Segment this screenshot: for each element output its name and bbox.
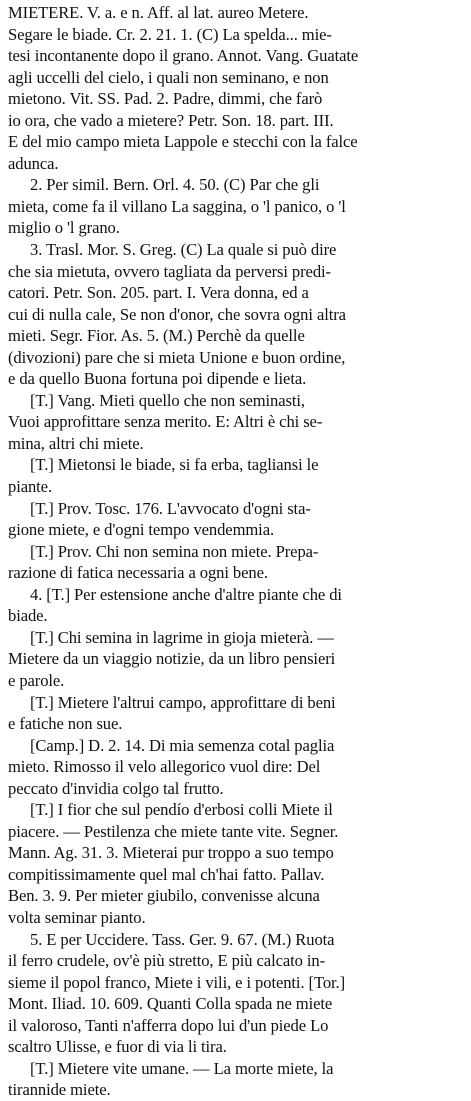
text-line: mietono. Vit. SS. Pad. 2. Padre, dimmi, che farò bbox=[8, 89, 323, 109]
paragraph-sense-3-t4 bbox=[8, 541, 465, 584]
text-line: [T.] I fior che sul pendío d'erbosi colli Miete il bbox=[30, 800, 333, 820]
text-line: MIETERE. V. a. e n. Aff. al lat. aureo Metere. bbox=[8, 3, 309, 22]
text-line: Ben. 3. 9. Per mieter giubilo, convenisse alcuna bbox=[8, 886, 320, 906]
text-line: 4. [T.] Per estensione anche d'altre piante che di bbox=[30, 584, 342, 604]
text-line: piacere. — Pestilenza che miete tante vite. Segner. bbox=[8, 821, 339, 841]
text-line: [T.] Prov. Chi non semina non miete. Prepa- bbox=[30, 541, 319, 561]
text-line: il valoroso, Tanti n'afferra dopo lui d'un piede Lo bbox=[8, 1015, 329, 1035]
text-line: [Camp.] D. 2. 14. Di mia semenza cotal paglia bbox=[30, 735, 335, 755]
text-line: scaltro Ulisse, e fuor di via li tira. bbox=[8, 1037, 227, 1057]
text-line: [T.] Chi semina in lagrime in gioja mieterà. — bbox=[30, 627, 334, 647]
text-line: [T.] Mietonsi le biade, si fa erba, tagliansi le bbox=[30, 455, 319, 475]
text-line: tesi incontanente dopo il grano. Annot. Vang. Guatate bbox=[8, 46, 359, 66]
text-line: io ora, che vado a mietere? Petr. Son. 18. part. III. bbox=[8, 110, 334, 130]
text-line: adunca. bbox=[8, 153, 59, 173]
text-line: razione di fatica necessaria a ogni bene. bbox=[8, 563, 268, 583]
text-line: 2. Per simil. Bern. Orl. 4. 50. (C) Par che gli bbox=[30, 175, 320, 195]
text-line: [T.] Vang. Mieti quello che non seminasti, bbox=[30, 390, 305, 410]
text-line: mieto. Rimosso il velo allegorico vuol dire: Del bbox=[8, 757, 321, 777]
text-line: (divozioni) pare che si mieta Unione e buon ordine, bbox=[8, 347, 346, 367]
text-line: tirannide miete. bbox=[8, 1080, 111, 1100]
text-line: mieti. Segr. Fior. As. 5. (M.) Perchè da quelle bbox=[8, 326, 305, 346]
text-line: mina, altri chi miete. bbox=[8, 433, 144, 453]
paragraph-sense-5-t1 bbox=[8, 1058, 465, 1101]
text-line: [T.] Prov. Tosc. 176. L'avvocato d'ogni sta- bbox=[30, 498, 311, 518]
text-line: che sia mietuta, ovvero tagliata da perversi predi- bbox=[8, 261, 331, 281]
text-line: [T.] Mietere l'altrui campo, approfittare di beni bbox=[30, 692, 336, 712]
text-line: il ferro crudele, ov'è più stretto, E più calcato in- bbox=[8, 951, 325, 971]
text-line: biade. bbox=[8, 606, 48, 626]
text-line: agli uccelli del cielo, i quali non seminano, e non bbox=[8, 67, 329, 87]
paragraph-sense-4-t3 bbox=[8, 799, 465, 928]
text-line: 3. Trasl. Mor. S. Greg. (C) La quale si può dire bbox=[30, 240, 337, 260]
paragraph-sense-3-t3 bbox=[8, 498, 465, 541]
text-line: Mann. Ag. 31. 3. Mieterai pur troppo a suo tempo bbox=[8, 843, 334, 863]
text-line: Segare le biade. Cr. 2. 21. 1. (C) La spelda... mie- bbox=[8, 24, 332, 44]
text-line: [T.] Mietere vite umane. — La morte miete, la bbox=[30, 1058, 334, 1078]
text-line: cui di nulla cale, Se non d'onor, che sovra ogni altra bbox=[8, 304, 346, 324]
paragraph-sense-3-t2 bbox=[8, 454, 465, 497]
text-line: Mietere da un viaggio notizie, da un libro pensieri bbox=[8, 649, 336, 669]
text-line: compitissimamente quel mal ch'hai fatto. Pallav. bbox=[8, 864, 325, 884]
text-line: miglio o 'l grano. bbox=[8, 218, 120, 238]
paragraph-sense-4-t2 bbox=[8, 692, 465, 735]
text-line: E del mio campo mieta Lappole e stecchi con la falce bbox=[8, 132, 358, 152]
text-line: e fatiche non sue. bbox=[8, 714, 123, 734]
paragraph-definition bbox=[8, 2, 465, 174]
text-line: e parole. bbox=[8, 670, 65, 690]
text-line: sieme il popol franco, Miete i vili, e i potenti. [Tor.] bbox=[8, 972, 346, 992]
text-line: piante. bbox=[8, 477, 52, 497]
text-line: volta seminar pianto. bbox=[8, 907, 146, 927]
paragraph-sense-3 bbox=[8, 239, 465, 390]
paragraph-sense-4-t1 bbox=[8, 627, 465, 692]
paragraph-sense-5 bbox=[8, 929, 465, 1058]
paragraph-sense-4 bbox=[8, 584, 465, 627]
paragraph-sense-3-t1 bbox=[8, 390, 465, 455]
text-line: 5. E per Uccidere. Tass. Ger. 9. 67. (M.) Ruota bbox=[30, 929, 335, 949]
text-line: mieta, come fa il villano La saggina, o 'l panico, o 'l bbox=[8, 196, 346, 216]
text-line: e da quello Buona fortuna poi dipende e lieta. bbox=[8, 369, 307, 389]
paragraph-sense-4-camp bbox=[8, 735, 465, 800]
paragraph-sense-2 bbox=[8, 174, 465, 239]
text-line: Vuoi approfittare senza merito. E: Altri è chi se- bbox=[8, 412, 323, 432]
text-line: peccato d'invidia colgo tal frutto. bbox=[8, 778, 224, 798]
text-line: gione miete, e d'ogni tempo vendemmia. bbox=[8, 520, 275, 540]
text-line: catori. Petr. Son. 205. part. I. Vera donna, ed a bbox=[8, 283, 309, 303]
text-line: Mont. Iliad. 10. 609. Quanti Colla spada ne miete bbox=[8, 994, 333, 1014]
